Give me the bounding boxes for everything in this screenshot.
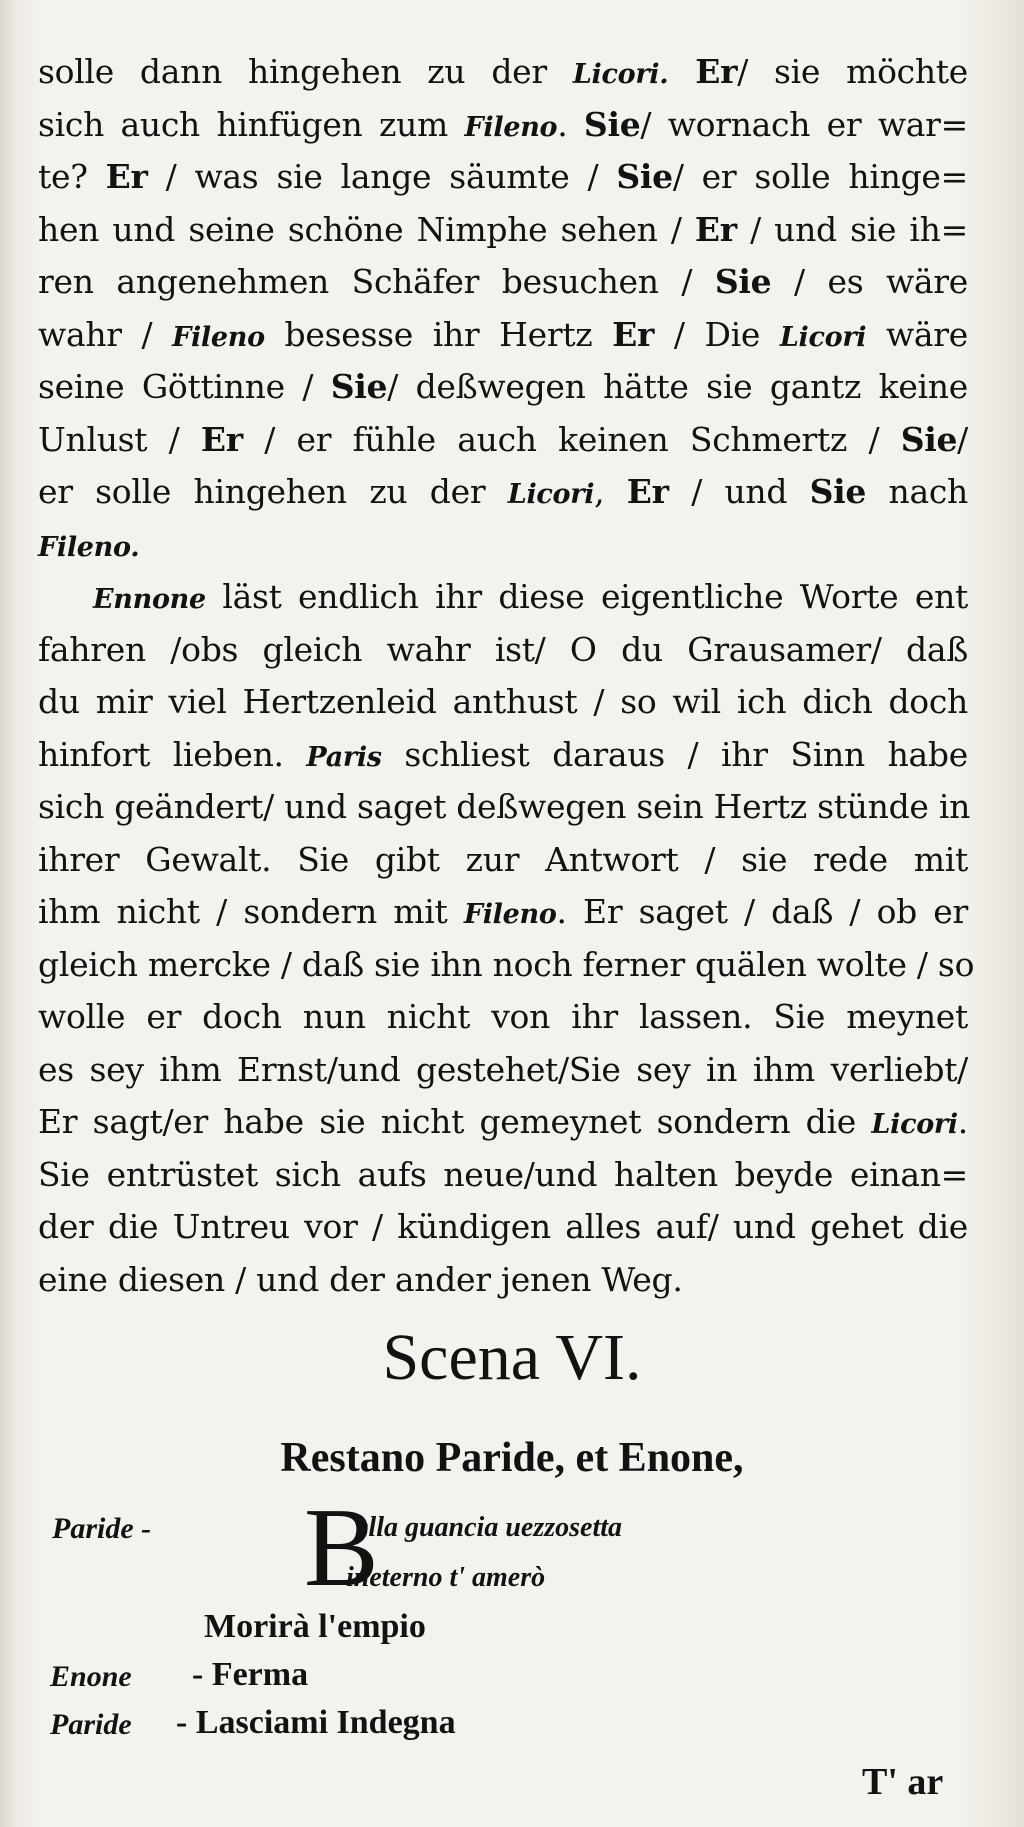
speaker-marker: Sie xyxy=(583,104,641,144)
speaker-enone: Enone xyxy=(50,1660,132,1693)
text-run: fahren /obs gleich wahr ist/ O du Grausamer/ daß xyxy=(38,629,968,669)
text-line xyxy=(38,256,968,309)
text-run: Sie entrüstet sich aufs neue/und halten beyde einan= xyxy=(38,1154,968,1194)
italic-name: Licori xyxy=(871,1109,958,1140)
text-line xyxy=(38,676,968,729)
italic-name: Licori xyxy=(507,479,595,510)
italic-name: Fileno xyxy=(172,321,265,353)
text-run: hinfort lieben. xyxy=(38,734,307,774)
text-run: / er fühle auch keinen Schmertz / xyxy=(242,419,901,459)
verse-line-3: Morirà l'empio xyxy=(204,1608,426,1645)
text-line xyxy=(38,886,968,939)
text-run: es sey ihm Ernst/und gestehet/Sie sey in ihm verliebt/ xyxy=(38,1049,968,1089)
italic-name: Ennone xyxy=(93,584,206,615)
text-run: solle dann hingehen zu der xyxy=(38,52,573,91)
text-run: . xyxy=(557,104,584,144)
italic-name: Fileno xyxy=(463,899,557,930)
text-line xyxy=(38,781,971,834)
text-run: wahr / xyxy=(38,314,173,354)
text-run: / Die xyxy=(654,314,780,354)
text-run: hen und seine schöne Nimphe sehen / xyxy=(38,209,695,249)
speaker-marker: Er xyxy=(668,52,738,91)
text-run: / und sie ih= xyxy=(736,209,968,249)
text-run: nach xyxy=(866,472,968,511)
text-line xyxy=(38,204,968,257)
text-run: / xyxy=(957,419,968,459)
text-run: läst endlich ihr diese eigentliche Worte ent xyxy=(205,577,968,616)
text-run: besesse ihr Hertz xyxy=(264,314,613,354)
text-line xyxy=(38,519,968,572)
text-run: / was sie lange säumte / xyxy=(147,157,617,196)
speaker-marker: Er xyxy=(105,157,148,196)
text-line xyxy=(38,414,968,467)
text-run: er solle hingehen zu der xyxy=(38,472,508,511)
text-run: sich geändert/ und saget deßwegen sein Hertz stünde in xyxy=(38,787,971,826)
text-line xyxy=(38,939,975,992)
italic-name: Fileno. xyxy=(38,531,140,563)
speaker-marker: Er xyxy=(612,314,655,354)
text-line xyxy=(38,46,968,99)
text-run: / sie möchte xyxy=(737,52,968,91)
text-line xyxy=(38,361,968,414)
text-line xyxy=(38,1096,968,1149)
text-line xyxy=(38,624,968,677)
drop-initial: B xyxy=(304,1486,379,1610)
speaker-marker: Sie xyxy=(900,419,958,459)
speaker-marker: Sie xyxy=(809,472,867,511)
prose-body xyxy=(38,46,975,1306)
italic-name: Fileno xyxy=(464,111,558,143)
italic-name: Licori xyxy=(779,321,867,353)
text-run: ren angenehmen Schäfer besuchen / xyxy=(38,262,715,301)
text-line xyxy=(38,1149,968,1202)
text-run: eine diesen / und der ander jenen Weg. xyxy=(38,1259,683,1299)
scene-title: Scena VI. xyxy=(382,1321,642,1394)
text-line xyxy=(38,991,968,1044)
text-line xyxy=(38,834,968,887)
speaker-marker: Er xyxy=(626,472,669,511)
text-run: der die Untreu vor / kündigen alles auf/ und gehet die xyxy=(38,1207,968,1246)
verse-line-2: ineterno t' amerò xyxy=(346,1562,546,1593)
text-run: / wornach er war= xyxy=(640,104,968,144)
text-run: Unlust / xyxy=(38,419,201,459)
text-run: , xyxy=(594,472,627,511)
text-line xyxy=(38,99,968,152)
text-run: seine Göttinne / xyxy=(38,367,331,406)
speaker-marker: Er xyxy=(200,419,243,459)
text-line xyxy=(38,309,968,362)
verse-line-1: ella guancia uezzosetta xyxy=(356,1512,623,1543)
text-run: gleich mercke / daß sie ihn noch ferner quälen wolte / so xyxy=(38,944,975,984)
text-line xyxy=(38,1254,968,1307)
speaker-marker: Sie xyxy=(616,157,673,196)
text-run: Er sagt/er habe sie nicht gemeynet sondern die xyxy=(38,1102,872,1141)
text-line xyxy=(38,571,968,624)
text-line xyxy=(38,1044,968,1097)
text-line xyxy=(38,151,968,204)
text-run: / er solle hinge= xyxy=(672,157,968,196)
text-line xyxy=(38,1201,968,1254)
text-run: / und xyxy=(668,472,810,511)
text-run: ihm nicht / sondern mit xyxy=(38,892,464,931)
speaker-marker: Sie xyxy=(330,367,388,406)
catchword: T' ar xyxy=(862,1761,944,1803)
speaker-marker: Er xyxy=(694,209,737,249)
italic-name: Paris xyxy=(306,741,382,773)
speaker-paride: Paride - xyxy=(52,1512,152,1545)
speaker-marker: Sie xyxy=(714,262,772,301)
text-run: du mir viel Hertzenleid anthust / so wil ich dich doch xyxy=(38,682,968,721)
text-run: wolle er doch nun nicht von ihr lassen. Sie meynet xyxy=(38,997,968,1036)
verse-line-4: - Ferma xyxy=(192,1656,309,1693)
text-run: / es wäre xyxy=(771,262,969,301)
text-run: wäre xyxy=(866,314,969,354)
verse-line-5: - Lasciami Indegna xyxy=(176,1704,456,1741)
scene-subtitle: Restano Paride, et Enone, xyxy=(280,1435,744,1481)
text-run: / deßwegen hätte sie gantz keine xyxy=(387,367,968,406)
text-run: . xyxy=(957,1102,968,1141)
text-run: ihrer Gewalt. Sie gibt zur Antwort / sie rede mit xyxy=(38,839,968,879)
text-run: te? xyxy=(38,157,106,196)
text-run: schliest daraus / ihr Sinn habe xyxy=(381,734,968,774)
text-run: . Er saget / daß / ob er xyxy=(556,892,968,931)
italic-name: Licori. xyxy=(572,59,669,90)
text-line xyxy=(38,729,968,782)
text-run: sich auch hinfügen zum xyxy=(38,104,465,144)
text-line xyxy=(38,466,968,519)
speaker-paride-2: Paride xyxy=(50,1708,132,1741)
